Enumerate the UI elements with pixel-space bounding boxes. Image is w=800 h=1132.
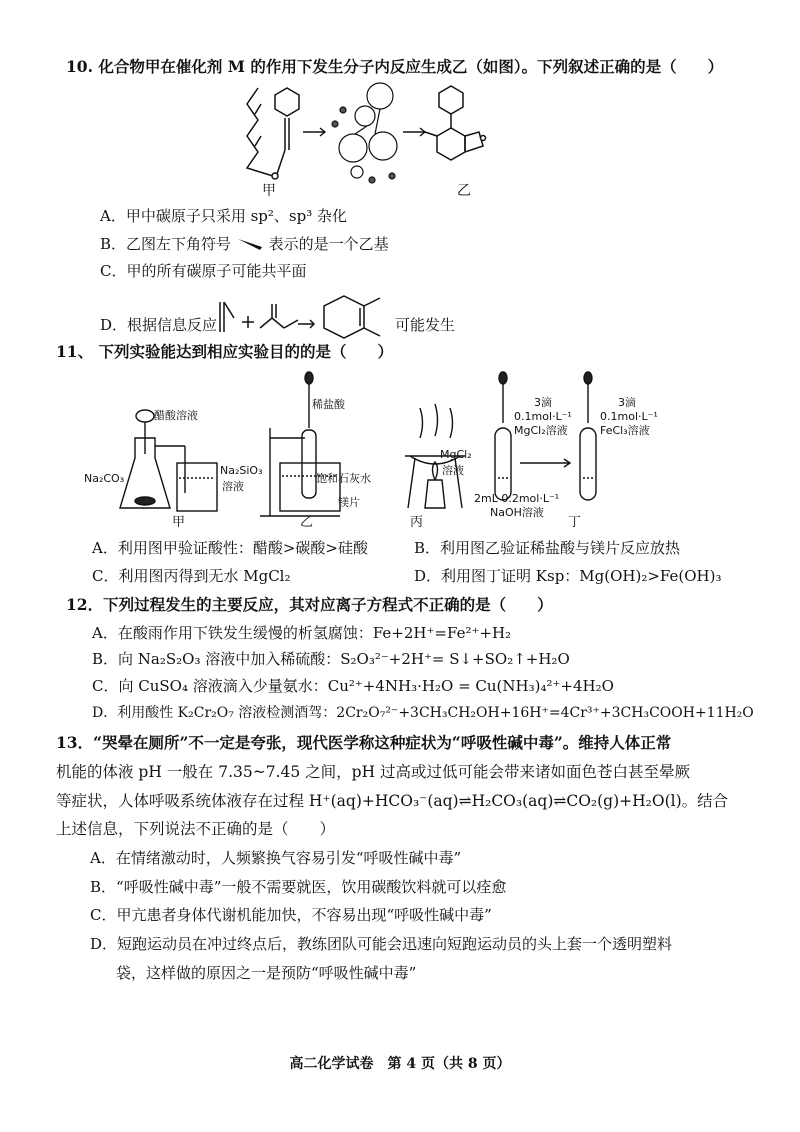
q11-label-mgcl2: MgCl₂ (440, 448, 472, 461)
q12-stem: 12．下列过程发生的主要反应，其对应离子方程式不正确的是（ ） (66, 595, 553, 614)
q11-label-d3: MgCl₂溶液 (514, 424, 568, 437)
q10-option-b-text: B．乙图左下角符号 (100, 235, 232, 253)
q11-label-d5: 0.1mol·L⁻¹ (600, 410, 658, 423)
q13-option-b: B．“呼吸性碱中毒”一般不需要就医，饮用碳酸饮料就可以痊愈 (90, 878, 507, 896)
q11-label-d1: 3滴 (534, 396, 552, 409)
q11-label-jia: 甲 (172, 515, 186, 530)
q12-option-b: B．向 Na₂S₂O₃ 溶液中加入稀硫酸：S₂O₃²⁻+2H⁺= S↓+SO₂↑+H₂O (92, 650, 570, 668)
q10-option-d (100, 314, 217, 336)
q11-option-d: D．利用图丁证明 Ksp：Mg(OH)₂>Fe(OH)₃ (414, 567, 722, 585)
q10-reaction-diagram (225, 80, 525, 190)
q10-option-c: C．甲的所有碳原子可能共平面 (100, 262, 307, 280)
q10-label-yi: 乙 (457, 183, 471, 199)
q10-option-d-reaction (214, 288, 394, 348)
q10-option-b-text2: 表示的是一个乙基 (268, 235, 389, 253)
q12-option-c: C．向 CuSO₄ 溶液滴入少量氨水：Cu²⁺+4NH₃·H₂O = Cu(NH₃)₄²⁺+4H₂O (92, 677, 614, 695)
q11-label-mgcl2-rongye: 溶液 (442, 464, 464, 477)
q11-label-d2: 0.1mol·L⁻¹ (514, 410, 572, 423)
q11-label-yi: 乙 (300, 515, 314, 530)
q12-option-a: A．在酸雨作用下铁发生缓慢的析氢腐蚀：Fe+2H⁺=Fe²⁺+H₂ (92, 624, 512, 642)
q11-label-na2sio3: Na₂SiO₃ (220, 464, 263, 477)
q13-option-a: A．在情绪激动时，人频繁换气容易引发“呼吸性碱中毒” (90, 849, 462, 867)
q13-option-d-line-1: D．短跑运动员在冲过终点后，教练团队可能会迅速向短跑运动员的头上套一个透明塑料 (90, 935, 673, 953)
q11-option-b: B．利用图乙验证稀盐酸与镁片反应放热 (414, 539, 681, 557)
q13-line-3: 等症状，人体呼吸系统体液存在过程 H⁺(aq)+HCO₃⁻(aq)⇌H₂CO₃(aq)⇌CO₂(g)+H₂O(l)。结合 (56, 792, 729, 810)
q11-stem: 11、 下列实验能达到相应实验目的的是（ ） (56, 342, 393, 361)
q13-line-2: 机能的体液 pH 一般在 7.35~7.45 之间，pH 过高或过低可能会带来诸如面色苍白甚至晕厥 (56, 763, 691, 781)
q11-option-c: C．利用图丙得到无水 MgCl₂ (92, 567, 291, 585)
q10-label-jia: 甲 (262, 183, 276, 199)
q11-label-d7: 2mL 0.2mol·L⁻¹ (474, 492, 560, 505)
q11-option-a: A．利用图甲验证酸性：醋酸>碳酸>硅酸 (92, 539, 368, 557)
q11-apparatus-diagram (80, 368, 680, 533)
q11-label-shihui: 饱和石灰水 (316, 472, 371, 485)
q13-line-1: 13．“哭晕在厕所”不一定是夸张，现代医学称这种症状为“呼吸性碱中毒”。维持人体正常 (56, 733, 672, 752)
q11-label-bing: 丙 (410, 515, 424, 530)
q10-option-d-text: D．根据信息反应 (100, 316, 218, 334)
q11-label-meipian: 镁片 (338, 496, 360, 509)
q11-label-ding: 丁 (568, 515, 582, 530)
q11-label-d8: NaOH溶液 (490, 506, 544, 519)
q10-option-a: A．甲中碳原子只采用 sp²、sp³ 杂化 (100, 207, 347, 225)
q11-label-d6: FeCl₃溶液 (600, 424, 650, 437)
q11-label-cusuan: 醋酸溶液 (154, 409, 198, 422)
q13-line-4: 上述信息，下列说法不正确的是（ ） (56, 820, 336, 838)
q13-option-d-line-2: 袋，这样做的原因之一是预防“呼吸性碱中毒” (116, 964, 417, 982)
q10-option-b (100, 233, 389, 255)
q10-stem: 10. 化合物甲在催化剂 M 的作用下发生分子内反应生成乙（如图）。下列叙述正确的是（ ） (66, 57, 724, 76)
q11-label-rongye: 溶液 (222, 480, 244, 493)
q10-option-d-suffix: 可能发生 (395, 316, 456, 334)
q11-label-xiyansuan: 稀盐酸 (312, 398, 345, 411)
page-footer: 高二化学试卷 第 4 页（共 8 页） (289, 1056, 511, 1072)
wedge-bond-icon (236, 237, 264, 251)
q11-label-d4: 3滴 (618, 396, 636, 409)
q12-option-d: D．利用酸性 K₂Cr₂O₇ 溶液检测酒驾：2Cr₂O₇²⁻+3CH₃CH₂OH+16H⁺=4Cr³⁺+3CH₃COOH+11H₂O (92, 705, 754, 721)
q11-label-na2co3: Na₂CO₃ (84, 472, 125, 485)
q13-option-c: C．甲亢患者身体代谢机能加快，不容易出现“呼吸性碱中毒” (90, 906, 492, 924)
